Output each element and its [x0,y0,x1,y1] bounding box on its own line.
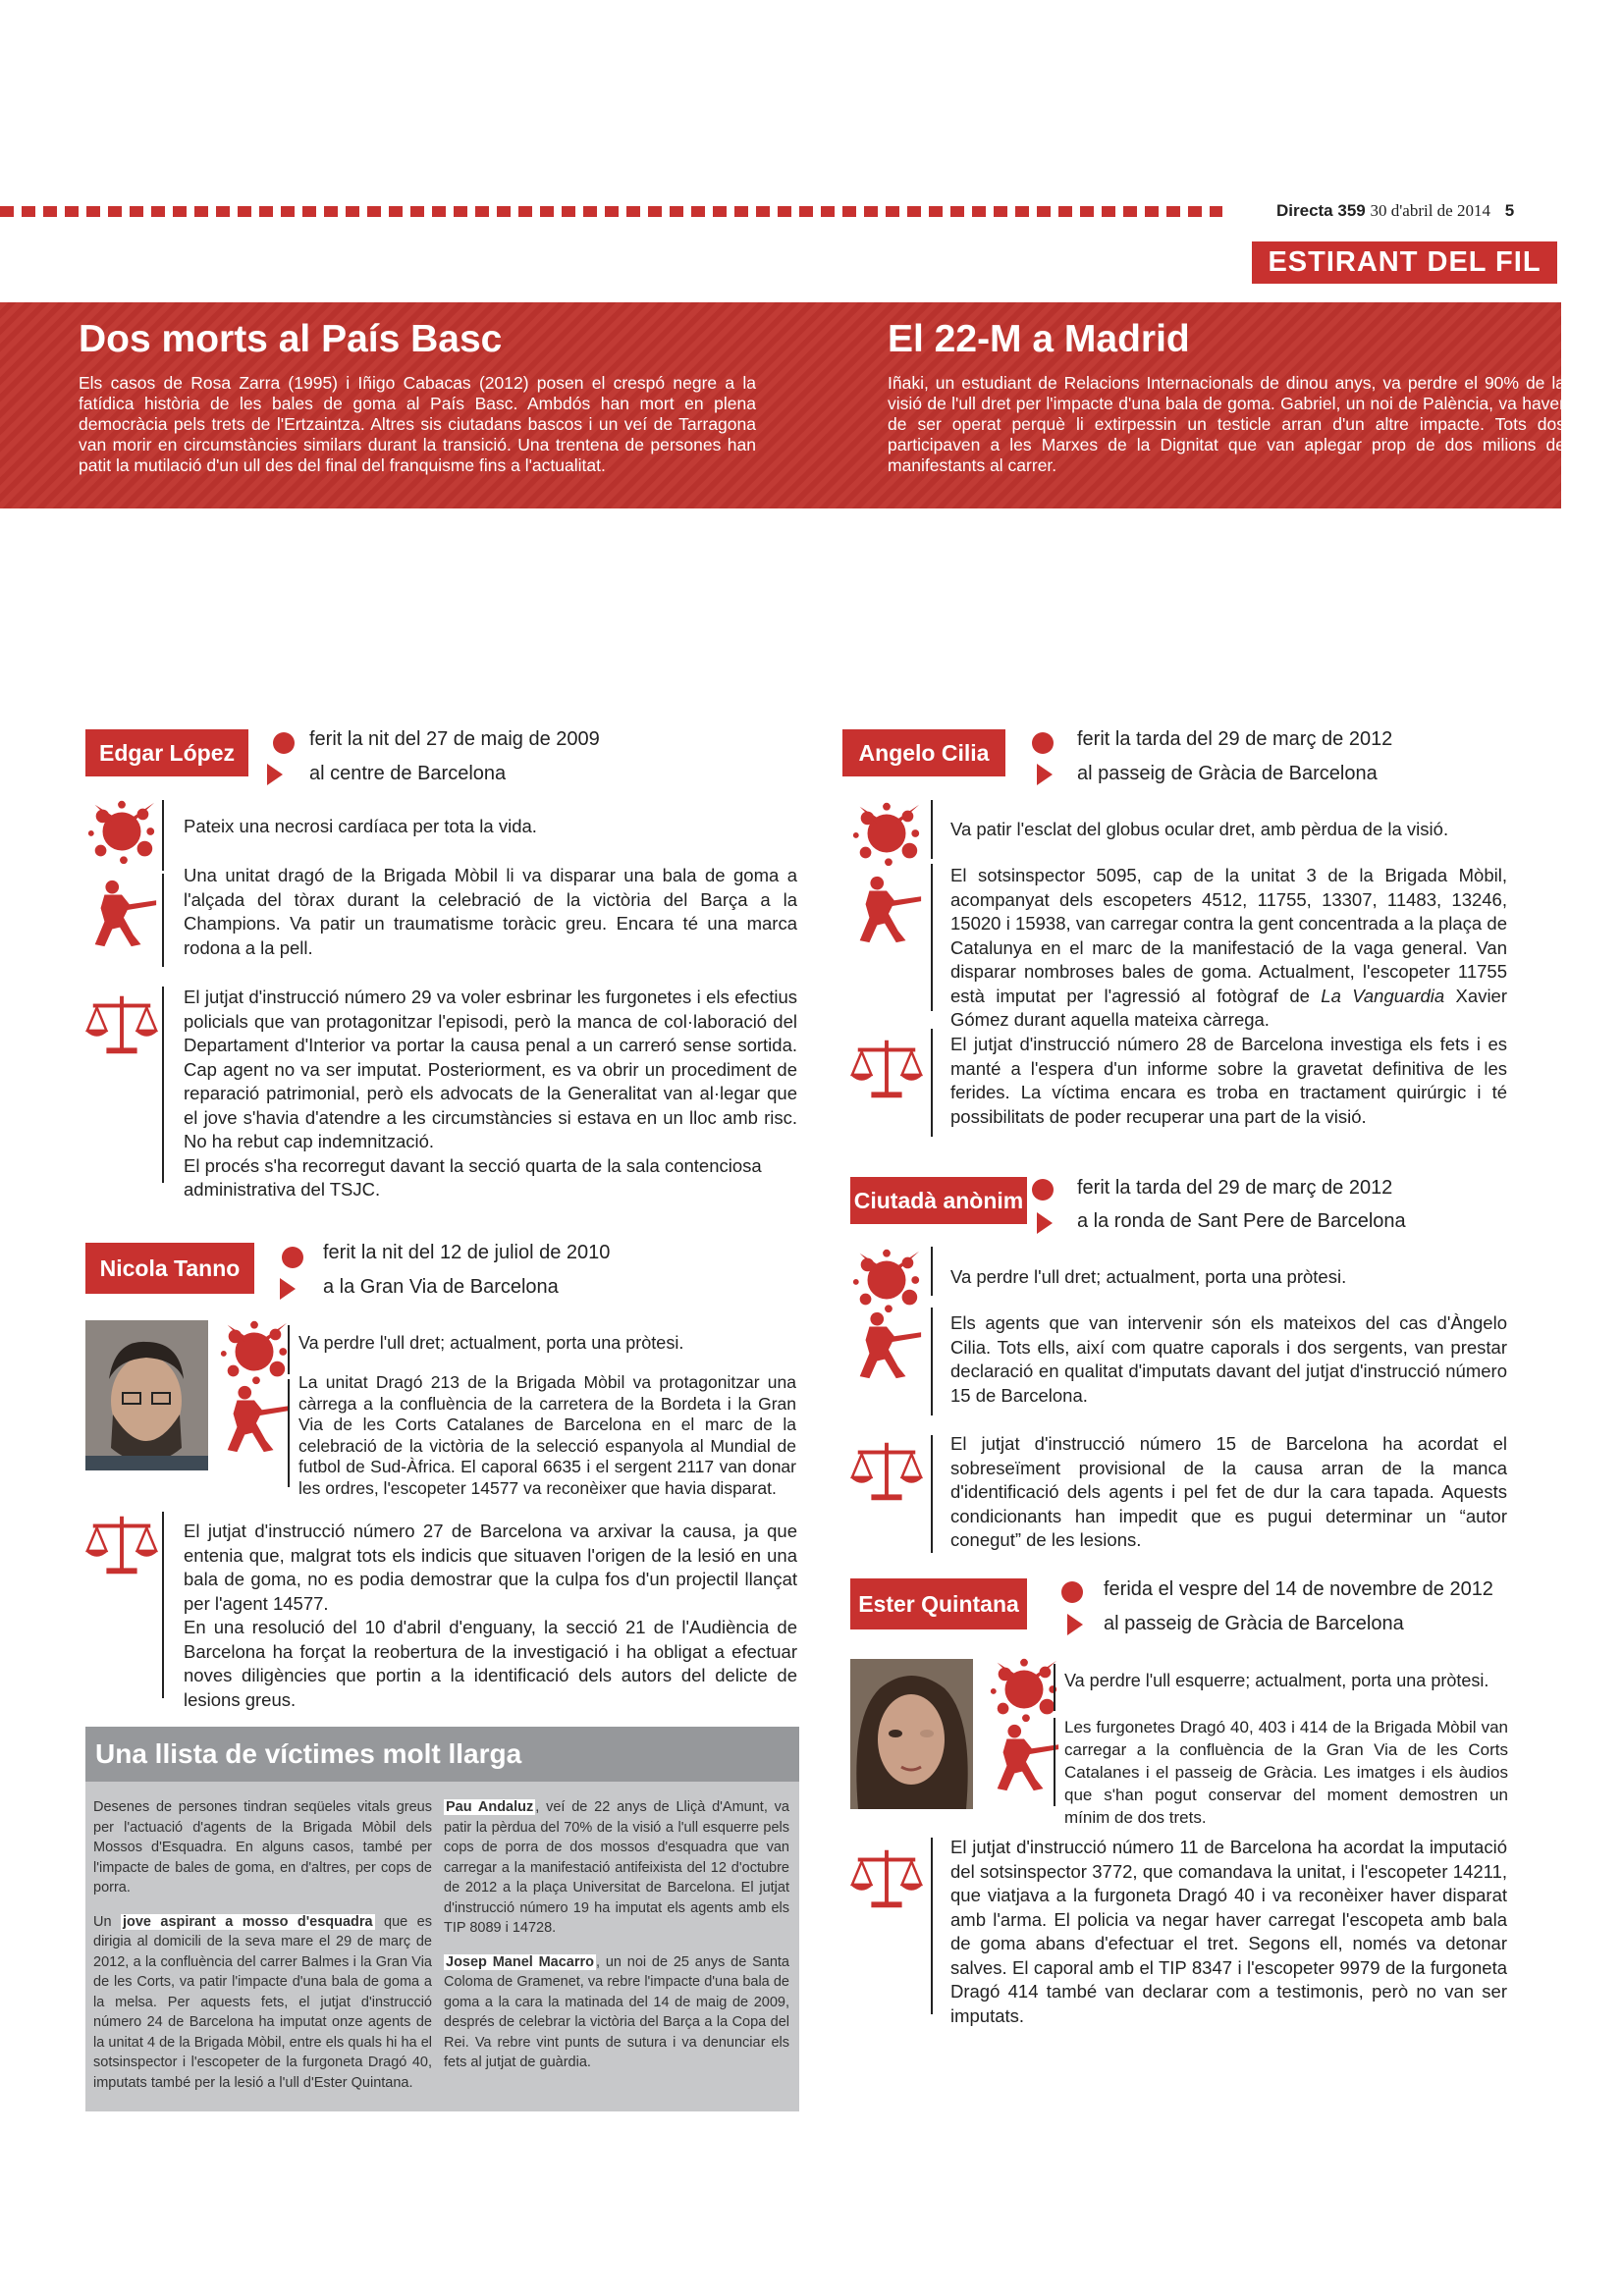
location-arrow-icon [280,1278,296,1300]
section-label: ESTIRANT DEL FIL [1252,241,1557,284]
date-dot-icon [1061,1581,1083,1603]
sidebar-text: , un noi de 25 anys de Santa Coloma de Gramenet, va rebre l'impacte d'una bala de goma a la cara la matinada del 14 de maig de 2009, després de celebrar la victòria del Barça a la Copa del Rei. Va rebre vint punts de sutura i va denunciar els fets al jutjat de guàrdia. [444,1953,789,2070]
victim-where-angelo: al passeig de Gràcia de Barcelona [1077,763,1378,784]
divider-line [288,1379,290,1487]
date-dot-icon [282,1247,303,1268]
sidebar-paragraph [444,1952,789,2073]
sidebar-column-left [93,1797,432,2107]
victim-justice-nicola [184,1520,797,1712]
sidebar-text: , veí de 22 anys de Lliçà d'Amunt, va patir la pèrdua del 70% de la visió a l'ull esquerre pels cops de porra de dos mossos d'esquadra que van carregar a la manifestació antifeixista del 12 d'octubre de 2012 a la plaça Universitat de Barcelona. El jutjat d'instrucció número 19 ha imputat els agents amb els TIP 8089 i 14728. [444,1799,789,1936]
blood-splat-icon [848,795,925,872]
divider-line [931,1838,933,2014]
victim-injury-edgar: Pateix una necrosi cardíaca per tota la vida. [184,816,537,836]
victim-where-edgar: al centre de Barcelona [309,763,507,784]
victims-list-sidebar [85,1727,799,2111]
victim-incident-nicola: La unitat Dragó 213 de la Brigada Mòbil va protagonitzar una càrrega a la confluència de la carretera de la Bordeta i la Gran Via de les Corts Catalanes de Barcelona en el marc de la celebració de la victòria de la selecció espanyola al Mundial de futbol de Sud-Àfrica. El caporal 6635 i el sergent 2117 van donar les ordres, l'escopeter 14577 va reconèixer que havia disparat. [298,1372,796,1498]
banner-left-text: Els casos de Rosa Zarra (1995) i Iñigo Cabacas (2012) posen el crespó negre a la fatídica història de les bales de goma al País Basc. Ambdós han mort en plena democràcia pels trets de l'Ertzaintza. Altres sis ciutadans bascos i un veí de Tarragona van morir en circumstàncies similars durant la transició. Una trentena de persones han patit la mutilació d'un ull des del final del franquisme fins a l'actualitat. [79,373,756,475]
banner-right-title: El 22-M a Madrid [888,318,1190,360]
divider-line [1054,1664,1055,1711]
sidebar-highlight: Josep Manel Macarro [446,1953,595,1970]
victim-name-anonim: Ciutadà anònim [850,1177,1027,1224]
victim-where-nicola: a la Gran Via de Barcelona [323,1276,559,1298]
justice-paragraph: En una resolució del 10 d'abril d'enguany, la secció 21 de l'Audiència de Barcelona ha forçat la reobertura de la investigació i ha obligat a efectuar noves diligències que portin a la identificació dels autors del delicte de lesions greus. [184,1617,797,1710]
issue-info [1276,201,1514,221]
victim-when-anonim: ferit la tarda del 29 de març de 2012 [1077,1177,1393,1199]
sidebar-title: Una llista de víctimes molt llarga [85,1727,799,1782]
sidebar-column-right [444,1797,789,2087]
shooter-icon [848,870,925,946]
victim-where-ester: al passeig de Gràcia de Barcelona [1104,1613,1404,1634]
justice-paragraph: El jutjat d'instrucció número 27 de Barcelona va arxivar la causa, ja que entenia que, malgrat tots els indicis que situaven l'origen de la lesió en una bala de goma, no es podia demostrar que la culpa fos d'un projectil llançat per l'agent 14577. [184,1521,797,1614]
intro-banner [0,302,1565,508]
divider-line [931,1435,933,1553]
victim-name-nicola: Nicola Tanno [85,1243,254,1294]
banner-left-title: Dos morts al País Basc [79,318,503,360]
top-dashed-rule [0,206,1222,217]
victim-when-nicola: ferit la nit del 12 de juliol de 2010 [323,1242,611,1263]
sidebar-highlight: Pau Andaluz [446,1799,534,1815]
incident-text: Xavier Gómez durant aquella mateixa càrrega. [950,985,1507,1030]
blood-splat-icon [986,1651,1062,1728]
divider-line [1054,1718,1055,1806]
page-number: 5 [1504,201,1515,220]
victim-photo-nicola [85,1320,208,1470]
victim-incident-angelo [950,864,1507,1033]
victim-name-ester: Ester Quintana [850,1578,1027,1629]
banner-right-text: Iñaki, un estudiant de Relacions Internacionals de dinou anys, va perdre el 90% de la visió de l'ull dret per l'impacte d'una bala de goma. Gabriel, un noi de Palència, va haver de ser operat perquè li extirpessin un testicle arran d'un altre impacte. Tots dos participaven a les Marxes de la Dignitat que van aplegar prop de dos milions de manifestants al carrer. [888,373,1565,475]
blood-splat-icon [83,793,160,870]
date-dot-icon [1032,1179,1054,1201]
divider-line [931,1247,933,1296]
victim-justice-ester: El jutjat d'instrucció número 11 de Barcelona ha acordat la imputació del sotsinspector 3772, que comandava la unitat, i l'escopeter 14211, que viatjava a la furgoneta Dragó 40 i va reconèixer haver disparat amb l'arma. El policia va negar haver carregat l'escopeta amb bala de goma abans d'efectuar el tret. Segons ell, només va detonar salves. El caporal amb el TIP 8347 i l'escopeter 9979 de la furgoneta Dragó 414 també van declarar com a testimonis, però no van ser imputats. [950,1837,1507,2026]
justice-scales-icon [848,1433,925,1510]
sidebar-text: Un [93,1913,121,1930]
sidebar-paragraph [93,1912,432,2094]
justice-paragraph: El procés s'ha recorregut davant la secció quarta de la sala contenciosa administrativa del TSJC. [184,1154,762,1200]
divider-line [288,1325,290,1374]
divider-line [162,987,164,1183]
justice-scales-icon [83,1507,160,1583]
victim-incident-ester: Les furgonetes Dragó 40, 403 i 414 de la Brigada Mòbil van carregar a la confluència de la Gran Via de les Corts Catalanes i el passeig de Gràcia. Les imatges i els àudios que s'han pogut conservar del moment demostren un mínim de dos trets. [1064,1718,1508,1827]
sidebar-paragraph [444,1797,789,1939]
victim-when-ester: ferida el vespre del 14 de novembre de 2012 [1104,1578,1493,1600]
divider-line [931,1029,933,1137]
victim-injury-angelo: Va patir l'esclat del globus ocular dret, amb pèrdua de la visió. [950,819,1449,839]
victim-when-edgar: ferit la nit del 27 de maig de 2009 [309,728,600,750]
victim-injury-nicola: Va perdre l'ull dret; actualment, porta una pròtesi. [298,1333,684,1353]
shooter-icon [216,1379,293,1456]
shooter-icon [83,874,160,950]
shooter-icon [848,1306,925,1382]
divider-line [931,800,933,859]
date-dot-icon [273,732,295,754]
justice-paragraph: El jutjat d'instrucció número 29 va voler esbrinar les furgonetes i els efectius policials que van protagonitzar l'episodi, però la manca de col·laboració del Departament d'Interior va portar la causa penal a un carreró sense sortida. Cap agent no va ser imputat. Posteriorment, es va obrir un procediment de reparació patrimonial, però els advocats de la Generalitat van al·legar que el jove s'havia d'atendre a les circumstàncies si estava en un lloc amb risc. No ha rebut cap indemnització. [184,987,797,1151]
incident-text: El sotsinspector 5095, cap de la unitat 3 de la Brigada Mòbil, acompanyat dels escopeters 4512, 11755, 13307, 11483, 13246, 15020 i 15938, van carregar contra la gent concentrada a la plaça de Catalunya en el marc de la manifestació de la vaga general. Van disparar nombroses bales de goma. Actualment, l'escopeter 11755 està imputat per l'agressió al fotògraf de [950,865,1507,1006]
divider-line [931,1308,933,1415]
justice-scales-icon [848,1031,925,1107]
divider-line [162,800,164,871]
victim-incident-anonim: Els agents que van intervenir són els mateixos del cas d'Àngelo Cilia. Tots ells, així com quatre caporals i dos sergents, van prestar declaració en qualitat d'imputats davant del jutjat d'instrucció número 15 de Barcelona. [950,1312,1507,1406]
victim-incident-edgar: Una unitat dragó de la Brigada Mòbil li va disparar una bala de goma a l'alçada del tòrax durant la celebració de la victòria del Barça a la Champions. Va patir un traumatisme toràcic greu. Encara té una marca rodona a la pell. [184,865,797,958]
victim-justice-angelo: El jutjat d'instrucció número 28 de Barcelona investiga els fets i es manté a l'espera d'un informe sobre la gravetat definitiva de les ferides. La víctima encara es troba en tractament quirúrgic i té possibilitats de poder recuperar una part de la visió. [950,1034,1507,1127]
divider-line [931,864,933,1011]
victim-justice-edgar [184,986,797,1202]
victim-name-edgar: Edgar López [85,729,248,776]
sidebar-text: que es dirigia al domicili de la seva mare el 29 de març de 2012, a la confluència del carrer Balmes i la Gran Via de les Corts, va patir l'impacte d'una bala de goma a la melsa. Per aquests fets, el jutjat d'instrucció número 24 de Barcelona ha imputat onze agents de la unitat 4 de la Brigada Mòbil, entre els quals hi ha el sotsinspector i l'escopeter de la furgoneta Dragó 40, imputats també per la lesió a l'ull d'Ester Quintana. [93,1913,432,2091]
sidebar-highlight: jove aspirant a mosso d'esquadra [122,1913,373,1930]
justice-scales-icon [83,987,160,1063]
location-arrow-icon [267,764,283,785]
victim-where-anonim: a la ronda de Sant Pere de Barcelona [1077,1210,1406,1232]
sidebar-paragraph: Desenes de persones tindran seqüeles vitals greus per l'actuació d'agents de la Brigada Mòbil dels Mossos d'Esquadra. En alguns casos, també per l'impacte de bales de goma, en d'altres, per cops de porra. [93,1799,432,1896]
victim-photo-ester [850,1659,973,1809]
location-arrow-icon [1037,1212,1053,1234]
divider-line [162,874,164,967]
publication-name: Directa 359 [1276,201,1366,220]
victim-justice-anonim: El jutjat d'instrucció número 15 de Barcelona ha acordat el sobreseïment provisional de la causa arran de la manca d'identificació dels agents i pel fet de dur la cara tapada. Aquests condicionants han impedit que es pugui determinar un “autor conegut” de les lesions. [950,1433,1507,1550]
location-arrow-icon [1037,764,1053,785]
victim-when-angelo: ferit la tarda del 29 de març de 2012 [1077,728,1393,750]
divider-line [162,1512,164,1698]
location-arrow-icon [1067,1614,1083,1635]
issue-date: 30 d'abril de 2014 [1370,201,1490,220]
justice-scales-icon [848,1841,925,1917]
newspaper-name: La Vanguardia [1321,985,1445,1006]
victim-injury-ester: Va perdre l'ull esquerre; actualment, porta una pròtesi. [1064,1671,1489,1690]
victim-injury-anonim: Va perdre l'ull dret; actualment, porta una pròtesi. [950,1266,1347,1287]
victim-name-angelo: Angelo Cilia [842,729,1005,776]
date-dot-icon [1032,732,1054,754]
shooter-icon [986,1718,1062,1794]
